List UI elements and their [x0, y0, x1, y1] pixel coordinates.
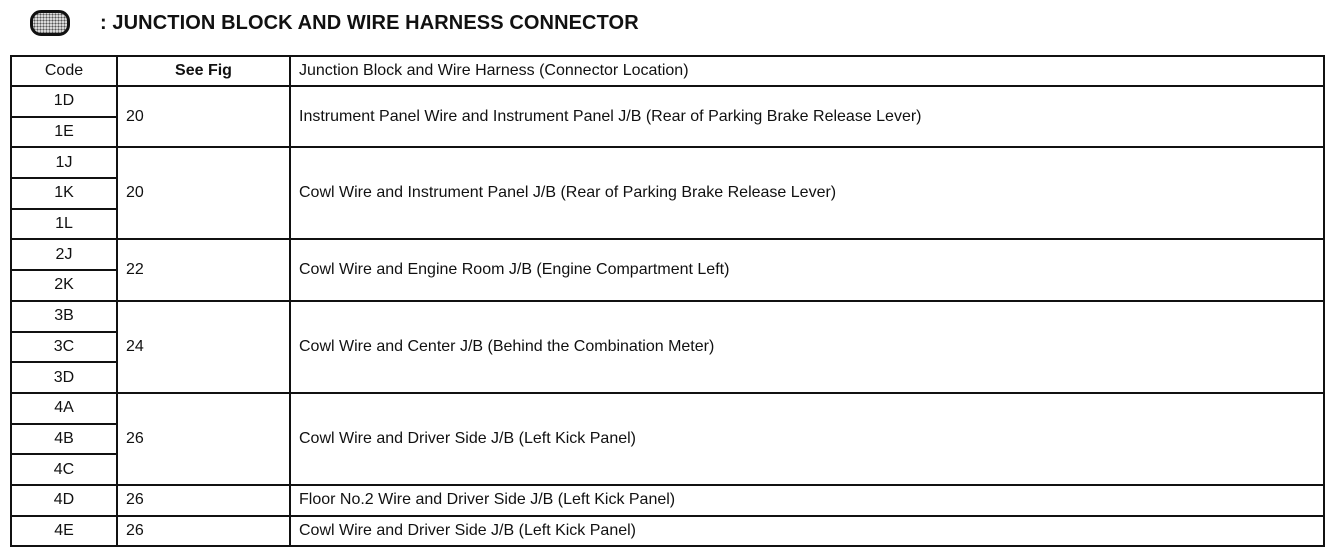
code-cell: 4C — [11, 454, 117, 485]
location-cell: Cowl Wire and Driver Side J/B (Left Kick Panel) — [290, 516, 1324, 547]
connector-table — [10, 55, 1325, 547]
table-row — [11, 393, 1324, 424]
location-cell: Instrument Panel Wire and Instrument Panel J/B (Rear of Parking Brake Release Lever) — [290, 86, 1324, 147]
code-cell: 1L — [11, 209, 117, 240]
code-cell: 1E — [11, 117, 117, 148]
see-fig-cell: 20 — [117, 147, 290, 239]
code-cell: 3B — [11, 301, 117, 332]
location-cell: Floor No.2 Wire and Driver Side J/B (Left Kick Panel) — [290, 485, 1324, 516]
table-row — [11, 485, 1324, 516]
table-row — [11, 86, 1324, 117]
code-cell: 3D — [11, 362, 117, 393]
code-cell: 4D — [11, 485, 117, 516]
code-cell: 4E — [11, 516, 117, 547]
location-cell: Cowl Wire and Engine Room J/B (Engine Compartment Left) — [290, 239, 1324, 300]
see-fig-cell: 26 — [117, 485, 290, 516]
location-cell: Cowl Wire and Center J/B (Behind the Combination Meter) — [290, 301, 1324, 393]
column-header-see-fig: See Fig — [117, 56, 290, 86]
code-cell: 2J — [11, 239, 117, 270]
junction-block-symbol-icon — [30, 10, 70, 36]
see-fig-cell: 26 — [117, 516, 290, 547]
location-cell: Cowl Wire and Instrument Panel J/B (Rear of Parking Brake Release Lever) — [290, 147, 1324, 239]
code-cell: 4B — [11, 424, 117, 455]
column-header-code: Code — [11, 56, 117, 86]
table-row — [11, 301, 1324, 332]
code-cell: 4A — [11, 393, 117, 424]
page-title: : JUNCTION BLOCK AND WIRE HARNESS CONNECTOR — [100, 11, 639, 34]
code-cell: 1D — [11, 86, 117, 117]
see-fig-cell: 22 — [117, 239, 290, 300]
table-row — [11, 516, 1324, 547]
code-cell: 3C — [11, 332, 117, 363]
see-fig-cell: 24 — [117, 301, 290, 393]
table-row — [11, 147, 1324, 178]
code-cell: 2K — [11, 270, 117, 301]
page-header — [30, 8, 639, 38]
see-fig-cell: 20 — [117, 86, 290, 147]
table-header-row — [11, 56, 1324, 86]
column-header-location: Junction Block and Wire Harness (Connector Location) — [290, 56, 1324, 86]
location-cell: Cowl Wire and Driver Side J/B (Left Kick Panel) — [290, 393, 1324, 485]
table-row — [11, 239, 1324, 270]
see-fig-cell: 26 — [117, 393, 290, 485]
code-cell: 1K — [11, 178, 117, 209]
code-cell: 1J — [11, 147, 117, 178]
table-body — [11, 86, 1324, 546]
